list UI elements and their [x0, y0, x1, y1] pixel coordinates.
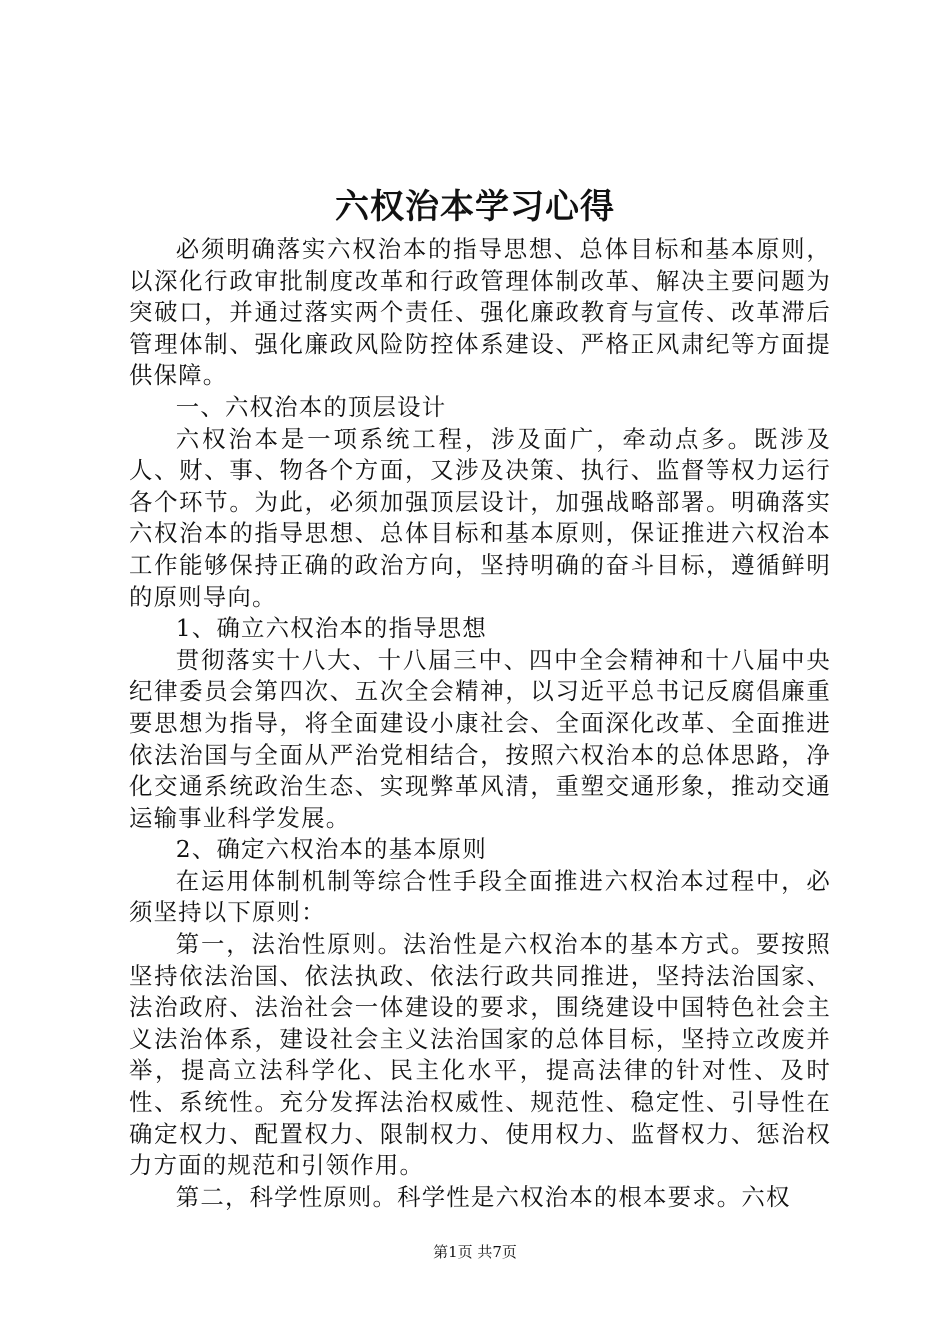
document-title: 六权治本学习心得 [335, 187, 615, 227]
intro-paragraph: 必须明确落实六权治本的指导思想、总体目标和基本原则，以深化行政审批制度改革和行政管理体制改革、解决主要问题为突破口，并通过落实两个责任、强化廉政教育与宣传、改革滞后管理体制、强化廉政风险防控体系建设、严格正风肃纪等方面提供保障。 [129, 235, 831, 390]
body-paragraph: 贯彻落实十八大、十八届三中、四中全会精神和十八届中央纪律委员会第四次、五次全会精神，以习近平总书记反腐倡廉重要思想为指导，将全面建设小康社会、全面深化改革、全面推进依法治国与全面从严治党相结合，按照六权治本的总体思路，净化交通系统政治生态、实现弊革风清，重塑交通形象，推动交通运输事业科学发展。 [129, 645, 831, 832]
body-paragraph: 六权治本是一项系统工程，涉及面广，牵动点多。既涉及人、财、事、物各个方面，又涉及决策、执行、监督等权力运行各个环节。为此，必须加强顶层设计，加强战略部署。明确落实六权治本的指导思想、总体目标和基本原则，保证推进六权治本工作能够保持正确的政治方向，坚持明确的奋斗目标，遵循鲜明的原则导向。 [129, 424, 831, 611]
document-body [129, 234, 831, 1213]
section-heading-top-level-design: 一、六权治本的顶层设计 [175, 392, 447, 421]
body-paragraph: 在运用体制机制等综合性手段全面推进六权治本过程中，必须坚持以下原则： [129, 866, 831, 927]
body-paragraph: 第一，法治性原则。法治性是六权治本的基本方式。要按照坚持依法治国、依法执政、依法行政共同推进，坚持法治国家、法治政府、法治社会一体建设的要求，围绕建设中国特色社会主义法治体系，建设社会主义法治国家的总体目标，坚持立改废并举，提高立法科学化、民主化水平，提高法律的针对性、及时性、系统性。充分发挥法治权威性、规范性、稳定性、引导性在确定权力、配置权力、限制权力、使用权力、监督权力、惩治权力方面的规范和引领作用。 [129, 930, 831, 1180]
subsection-heading-guiding-thought: 1、确立六权治本的指导思想 [175, 614, 487, 643]
page-footer: 第1页 共7页 [433, 1243, 517, 1261]
subsection-heading-basic-principles: 2、确定六权治本的基本原则 [175, 835, 487, 864]
body-paragraph: 第二，科学性原则。科学性是六权治本的根本要求。六权 [175, 1182, 791, 1211]
